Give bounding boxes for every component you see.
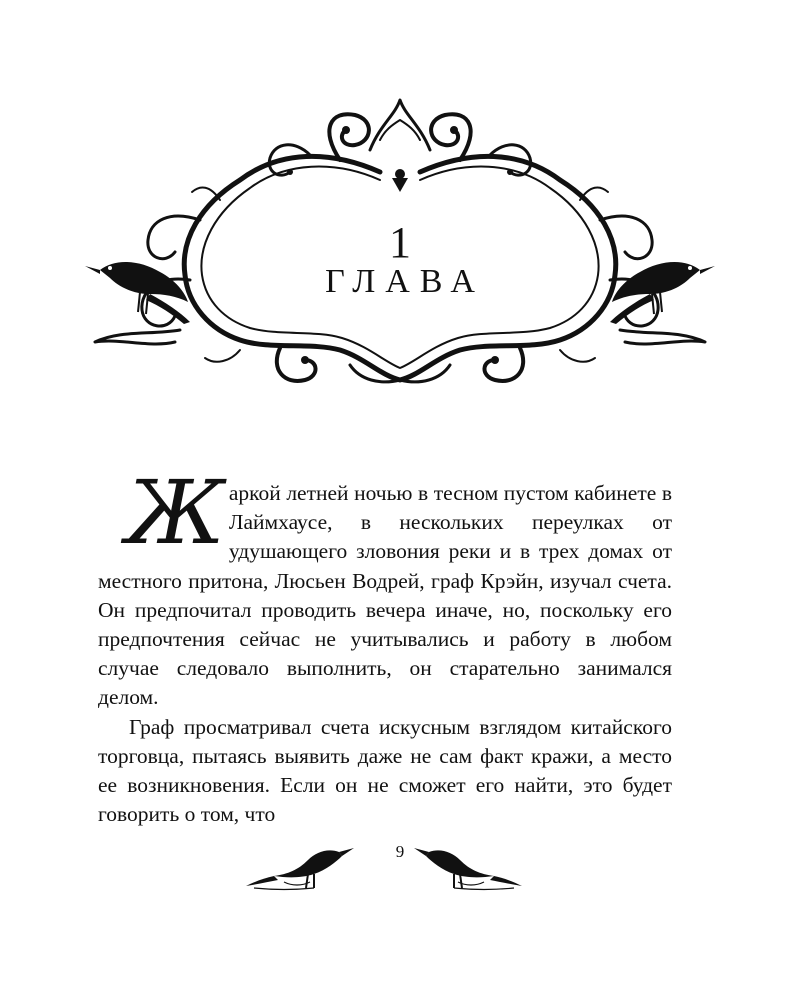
page-number: 9 — [395, 842, 405, 861]
paragraph-1 — [98, 461, 672, 713]
crow-icon — [404, 838, 524, 894]
paragraph-1-text: аркой летней ночью в тесном пустом кабинете в Лаймхаусе, в нескольких переулках от удушающего зловония реки и в трех домах от местного притона, Люсьен Водрей, граф Крэйн, изучал счета. Он предпочитал проводить вечера иначе, но, поскольку его предпочтения сейчас не учитывались и работу в любом случае следовало выполнить, он старательно занимался делом. — [98, 481, 672, 710]
chapter-number: 1 — [389, 218, 411, 267]
paragraph-2: Граф просматривал счета искусным взглядом китайского торговца, пытаясь выявить даже не сам факт кражи, а место ее возникновения. Если он не сможет его найти, это будет говорить о том, что — [98, 714, 672, 827]
chapter-text — [98, 461, 672, 829]
drop-cap: Ж — [126, 461, 225, 564]
chapter-heading: ГЛАВА — [325, 263, 485, 300]
